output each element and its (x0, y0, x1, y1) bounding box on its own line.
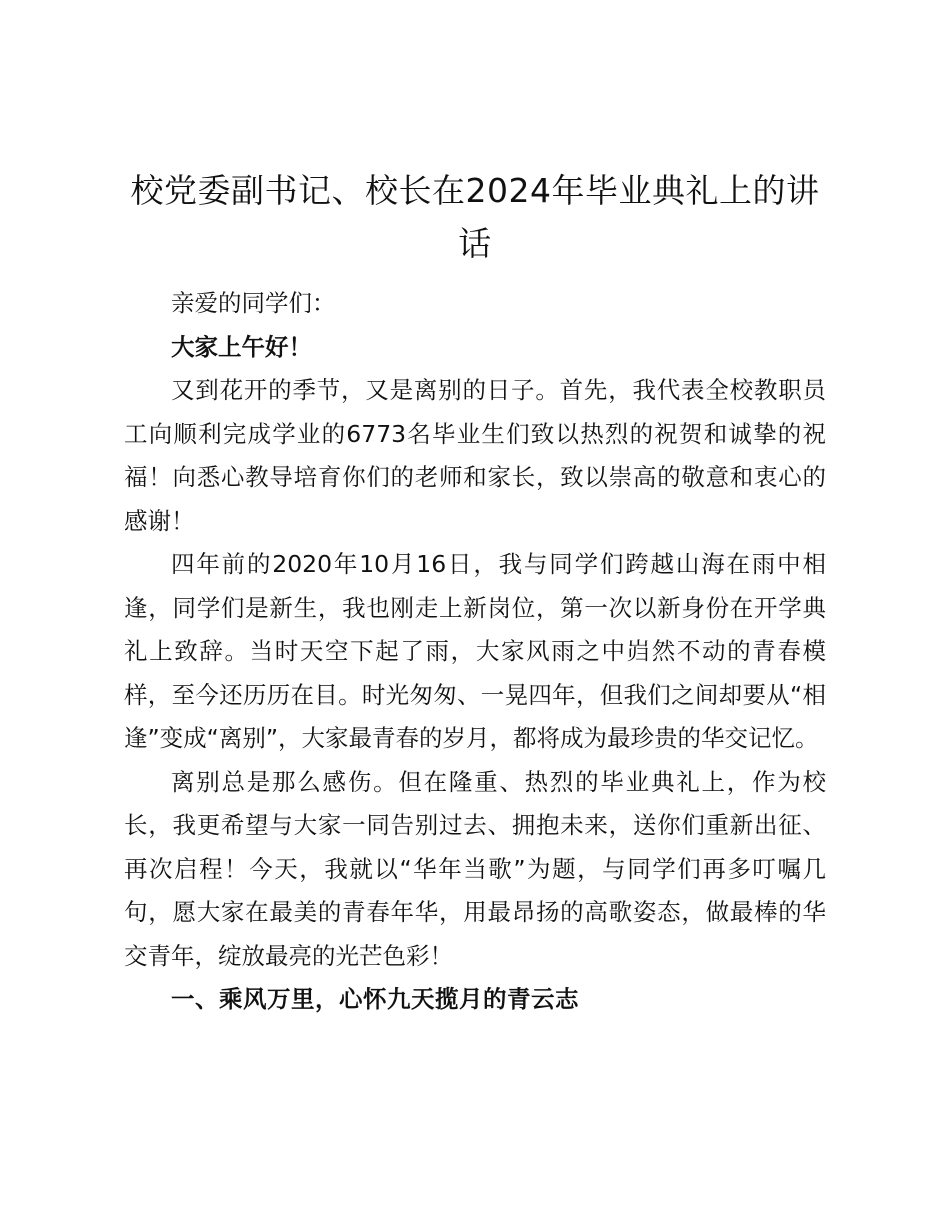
paragraph-farewell: 离别总是那么感伤。但在隆重、热烈的毕业典礼上，作为校长，我更希望与大家一同告别过去、拥抱未来，送你们重新出征、再次启程！今天，我就以“华年当歌”为题，与同学们再多叮嘱几句，愿大家在最美的青春年华，用最昂扬的高歌姿态，做最棒的华交青年，绽放最亮的光芒色彩！ (124, 767, 826, 970)
section-heading: 一、乘风万里，心怀九天揽月的青云志 (171, 985, 579, 1013)
salutation: 亲爱的同学们： (171, 289, 336, 317)
document-body (124, 282, 826, 1022)
paragraph-memory: 四年前的2020年10月16日，我与同学们跨越山海在雨中相逢，同学们是新生，我也刚走上新岗位，第一次以新身份在开学典礼上致辞。当时天空下起了雨，大家风雨之中岿然不动的青春模样，至今还历历在目。时光匆匆、一晃四年，但我们之间却要从“相逢”变成“离别”，大家最青春的岁月，都将成为最珍贵的华交记忆。 (124, 550, 826, 752)
document-title: 校党委副书记、校长在2024年毕业典礼上的讲话 (130, 171, 820, 263)
paragraph-congratulations: 又到花开的季节，又是离别的日子。首先，我代表全校教职员工向顺利完成学业的6773名毕业生们致以热烈的祝贺和诚挚的祝福！向悉心教导培育你们的老师和家长，致以崇高的敬意和衷心的感谢！ (124, 376, 826, 535)
greeting: 大家上午好！ (171, 332, 312, 361)
